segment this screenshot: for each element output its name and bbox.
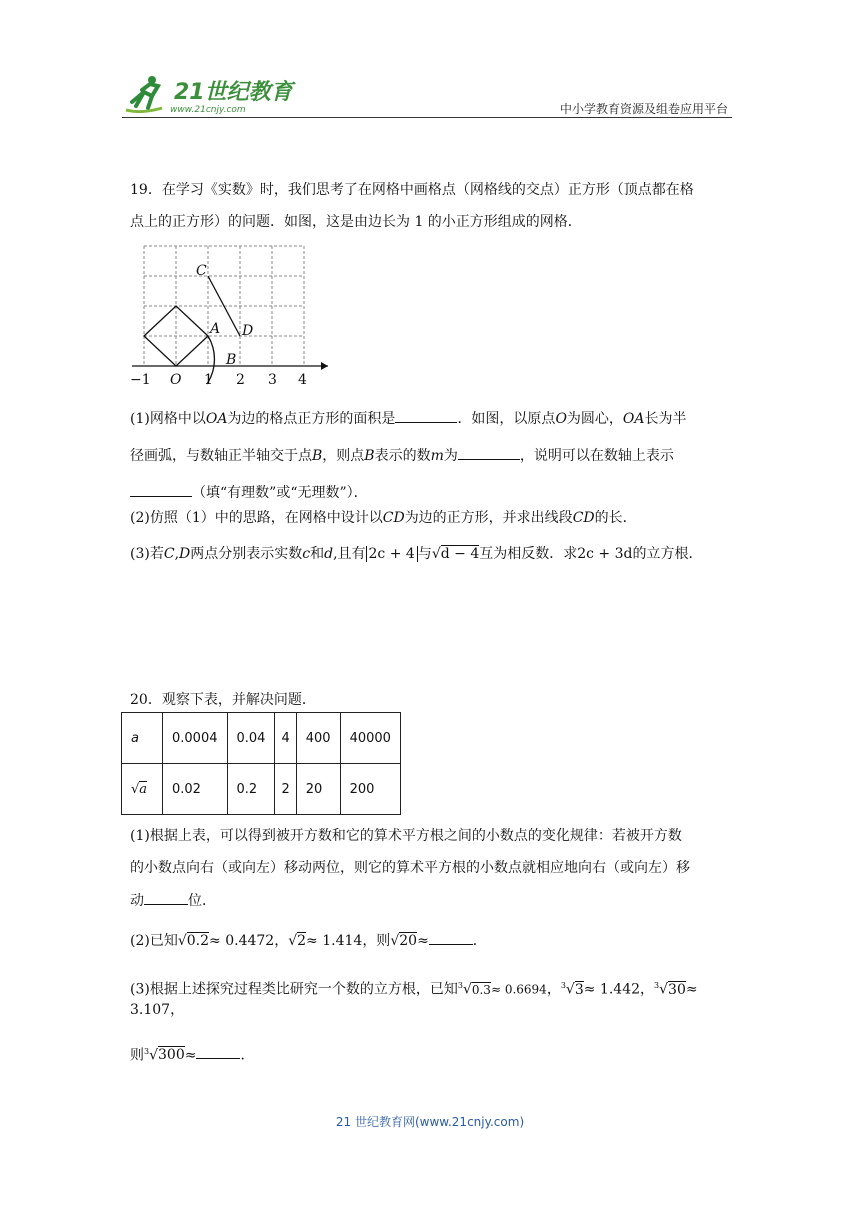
table-cell: 0.02 bbox=[163, 764, 228, 815]
table-cell: 0.2 bbox=[227, 764, 275, 815]
q19-stem bbox=[130, 180, 740, 232]
tick-4: 4 bbox=[298, 372, 307, 388]
tick-neg1: −1 bbox=[130, 372, 151, 388]
header-divider bbox=[122, 117, 732, 118]
abs-expression: 2c + 4 bbox=[366, 546, 418, 562]
blank-sqrt20[interactable] bbox=[429, 930, 473, 945]
cbrt-icon: √ bbox=[565, 981, 575, 998]
table-cell: 0.04 bbox=[227, 713, 275, 764]
logo bbox=[122, 72, 302, 116]
grid-figure bbox=[128, 240, 338, 390]
table-cell: 4 bbox=[275, 713, 296, 764]
table-cell: 2 bbox=[275, 764, 296, 815]
q19-stem-line1: 19．在学习《实数》时，我们思考了在网格中画格点（网格线的交点）正方形（顶点都在格 bbox=[130, 182, 694, 198]
target-expression: 2c + 3d bbox=[577, 546, 633, 562]
cbrt-icon: √ bbox=[659, 981, 669, 998]
sqrt-icon: √ bbox=[131, 781, 140, 797]
tick-3: 3 bbox=[268, 372, 277, 388]
table-row bbox=[122, 764, 401, 815]
label-c: C bbox=[196, 263, 207, 279]
axis-arrow-icon bbox=[321, 362, 328, 370]
table-cell: √a bbox=[122, 764, 163, 815]
label-b: B bbox=[226, 352, 237, 368]
blank-digits[interactable] bbox=[144, 890, 188, 905]
tick-origin: O bbox=[170, 372, 182, 388]
label-d: D bbox=[242, 323, 254, 339]
q19-part2: (2)仿照（1）中的思路，在网格中设计以CD为边的正方形，并求出线段CD的长． bbox=[130, 510, 637, 526]
sqrt-icon: √ bbox=[431, 546, 441, 562]
label-a: A bbox=[210, 321, 221, 337]
q20-table bbox=[121, 712, 401, 815]
table-cell: a bbox=[122, 713, 163, 764]
sqrt-icon: √ bbox=[177, 933, 187, 949]
table-cell: 200 bbox=[340, 764, 400, 815]
runner-logo-icon bbox=[122, 72, 302, 116]
table-cell: 40000 bbox=[340, 713, 400, 764]
sqrt-icon: √ bbox=[390, 933, 400, 949]
blank-area[interactable] bbox=[395, 408, 457, 423]
q20-part1: (1)根据上表，可以得到被开方数和它的算术平方根之间的小数点的变化规律：若被开方数 的小数点向右（或向左）移动两位，则它的算术平方根的小数点就相应地向右（或向左）移 动 位． bbox=[130, 828, 690, 909]
sqrt-expression: d − 4 bbox=[440, 546, 480, 562]
q20-part2: (2)已知√0.2≈ 0.4472，√2≈ 1.414，则√20≈ ． bbox=[130, 930, 740, 951]
cbrt-icon: √ bbox=[462, 981, 472, 998]
q20-part3: (3)根据上述探究过程类比研究一个数的立方根，已知$^3$√0.3≈ 0.6694，$^3$√3≈ 1.442，$^3$√30≈ 3.107， 则$^3$√300≈ ． bbox=[130, 981, 698, 1064]
svg-text:21世纪教育: 21世纪教育 bbox=[174, 80, 293, 105]
svg-text:www.21cnjy.com: www.21cnjy.com bbox=[170, 105, 246, 115]
table-cell: 400 bbox=[296, 713, 340, 764]
q19-part3: (3)若C,D两点分别表示实数c和d,且有 2c + 4 与√d − 4互为相反数．求2c + 3d的立方根． bbox=[130, 546, 703, 562]
cbrt-icon: √ bbox=[149, 1047, 159, 1064]
table-cell: 20 bbox=[296, 764, 340, 815]
tick-1: 1 bbox=[204, 372, 213, 388]
table-row bbox=[122, 713, 401, 764]
blank-m[interactable] bbox=[458, 445, 520, 460]
footer-link[interactable]: 21 世纪教育网(www.21cnjy.com) bbox=[335, 1115, 525, 1129]
q20-stem: 20．观察下表，并解决问题． bbox=[130, 692, 316, 708]
table-cell: 0.0004 bbox=[163, 713, 228, 764]
tick-2: 2 bbox=[236, 372, 245, 388]
q19-figure bbox=[128, 240, 338, 390]
blank-cbrt300[interactable] bbox=[196, 1044, 240, 1059]
sqrt-icon: √ bbox=[288, 933, 298, 949]
q19-stem-line2: 点上的正方形）的问题．如图，这是由边长为 1 的小正方形组成的网格． bbox=[130, 214, 582, 230]
header-tagline: 中小学教育资源及组卷应用平台 bbox=[559, 102, 728, 116]
q19-part1: (1)网格中以OA为边的格点正方形的面积是 ．如图，以原点O为圆心，OA长为半 径画弧，与数轴正半轴交于点B，则点B表示的数m为 ，说明可以在数轴上表示 （填“有理数”或“无理数”）． bbox=[130, 408, 740, 503]
blank-number-type[interactable] bbox=[130, 482, 192, 497]
